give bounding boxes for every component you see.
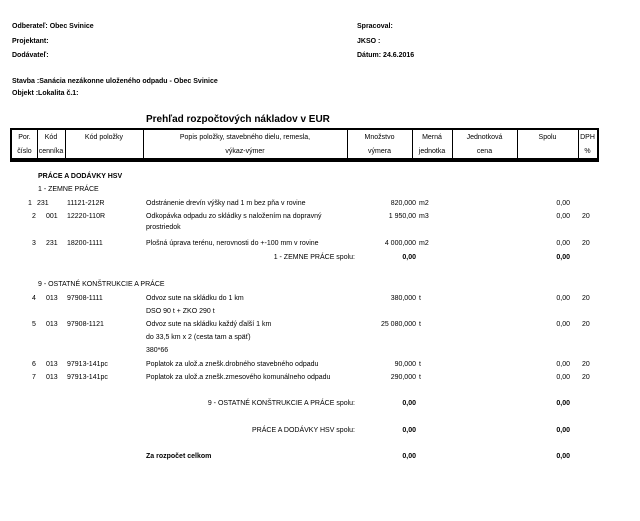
row-dph: 20: [582, 240, 590, 247]
col-dph: DPH %: [580, 134, 595, 155]
grand-total-spolu: 0,00: [556, 453, 570, 460]
row-mnozstvo: 25 080,000: [380, 321, 416, 328]
row-por: 7: [32, 374, 36, 381]
row-popis: Odvoz sute na skládku každý ďalší 1 km: [146, 321, 272, 328]
section-ostatne: 9 - OSTATNÉ KONŠTRUKCIE A PRÁCE: [38, 281, 165, 288]
col-jednotkova-cena: Jednotková cena: [466, 134, 503, 155]
row-kod-polozky: 11121-212R: [67, 200, 105, 207]
row-popis: Odstránenie drevín výšky nad 1 m bez pňa v rovine: [146, 200, 306, 207]
row-kod-polozky: 97913-141pc: [67, 374, 108, 381]
row-kod-polozky: 97913-141pc: [67, 361, 108, 368]
row-kod-polozky: 97908-1111: [67, 295, 103, 302]
row-por: 4: [32, 295, 36, 302]
row-dph: 20: [582, 213, 590, 220]
col-spolu: Spolu: [538, 134, 557, 141]
grand-total-mnozstvo: 0,00: [402, 453, 416, 460]
row-kod-cennika: 231: [46, 240, 58, 247]
subtotal-ostatne-spolu: 0,00: [556, 400, 570, 407]
col-kod-cennika: Kód cenníka: [38, 134, 64, 155]
row-dph: 20: [582, 361, 590, 368]
row-dph: 20: [582, 321, 590, 328]
row-spolu: 0,00: [556, 200, 570, 207]
row-por: 2: [32, 213, 36, 220]
row-spolu: 0,00: [556, 213, 570, 220]
row-kod-cennika: 013: [46, 321, 58, 328]
row-kod-polozky: 12220-110R: [67, 213, 106, 220]
row-spolu: 0,00: [556, 361, 570, 368]
dodavatel-label: Dodávateľ:: [12, 52, 49, 59]
row-popis-3: 380*66: [146, 347, 169, 354]
row-kod-cennika: 013: [46, 374, 58, 381]
row-kod-cennika: 013: [46, 295, 58, 302]
subtotal-ostatne-mnozstvo: 0,00: [402, 400, 416, 407]
row-mnozstvo: 4 000,000: [384, 240, 416, 247]
subtotal-hsv-mnozstvo: 0,00: [402, 427, 416, 434]
row-popis: Odvoz sute na skládku do 1 km: [146, 295, 244, 302]
row-mnozstvo: 820,000: [390, 200, 416, 207]
odberatel-label: Odberateľ: Obec Svinice: [12, 23, 94, 30]
subtotal-zemne-mnozstvo: 0,00: [402, 254, 416, 261]
row-kod-polozky: 97908-1121: [67, 321, 104, 328]
jkso-label: JKSO :: [357, 38, 381, 45]
row-popis-2: do 33,5 km x 2 (cesta tam a späť): [146, 334, 251, 341]
subtotal-zemne-label: 1 - ZEMNE PRÁCE spolu:: [273, 254, 355, 261]
row-spolu: 0,00: [556, 240, 570, 247]
col-kod-polozky: Kód položky: [84, 134, 124, 141]
row-mnozstvo: 90,000: [394, 361, 416, 368]
col-merna-jednotka: Merná jednotka: [418, 134, 446, 155]
row-kod-cennika: 231: [37, 200, 49, 207]
row-popis-2: prostriedok: [146, 224, 181, 231]
row-dph: 20: [582, 295, 590, 302]
row-popis-2: DSO 90 t + ZKO 290 t: [146, 308, 215, 315]
row-mj: m2: [419, 240, 429, 247]
grand-total-label: Za rozpočet celkom: [146, 453, 212, 460]
objekt-label: Objekt :Lokalita č.1:: [12, 90, 79, 97]
page-title: Prehľad rozpočtových nákladov v EUR: [146, 114, 330, 125]
table-header: [10, 128, 599, 162]
col-mnozstvo: Množstvo výmera: [364, 134, 395, 155]
row-spolu: 0,00: [556, 295, 570, 302]
row-por: 3: [32, 240, 36, 247]
projektant-label: Projektant:: [12, 38, 49, 45]
subtotal-hsv-spolu: 0,00: [556, 427, 570, 434]
row-mj: t: [419, 374, 421, 381]
row-kod-cennika: 001: [46, 213, 58, 220]
section-hsv: PRÁCE A DODÁVKY HSV: [38, 173, 123, 180]
row-spolu: 0,00: [556, 374, 570, 381]
row-popis: Poplatok za ulož.a znešk.drobného stavebného odpadu: [146, 361, 319, 368]
datum-label: Dátum: 24.6.2016: [357, 52, 415, 59]
spracoval-label: Spracoval:: [357, 23, 393, 30]
row-mj: m3: [419, 213, 429, 220]
row-kod-cennika: 013: [46, 361, 58, 368]
row-mj: m2: [419, 200, 429, 207]
row-mnozstvo: 290,000: [390, 374, 416, 381]
row-mj: t: [419, 321, 421, 328]
section-zemne: 1 - ZEMNE PRÁCE: [38, 186, 99, 193]
row-popis: Poplatok za ulož.a znešk.zmesového komunálneho odpadu: [146, 374, 331, 381]
row-por: 6: [32, 361, 36, 368]
subtotal-ostatne-label: 9 - OSTATNÉ KONŠTRUKCIE A PRÁCE spolu:: [207, 400, 355, 407]
subtotal-zemne-spolu: 0,00: [556, 254, 570, 261]
subtotal-hsv-label: PRÁCE A DODÁVKY HSV spolu:: [252, 427, 355, 434]
row-por: 1: [28, 200, 32, 207]
row-mj: t: [419, 295, 421, 302]
col-por: Por. číslo: [17, 134, 32, 155]
row-mnozstvo: 380,000: [390, 295, 416, 302]
row-popis: Plošná úprava terénu, nerovnosti do +-100 mm v rovine: [146, 240, 319, 247]
row-kod-polozky: 18200-1111: [67, 240, 103, 247]
row-mnozstvo: 1 950,00: [388, 213, 416, 220]
stavba-label: Stavba :Sanácia nezákonne uloženého odpadu - Obec Svinice: [12, 78, 218, 85]
row-dph: 20: [582, 374, 590, 381]
row-spolu: 0,00: [556, 321, 570, 328]
row-popis: Odkopávka odpadu zo skládky s naložením na dopravný: [146, 213, 322, 220]
col-popis: Popis položky, stavebného dielu, remesla, výkaz-výmer: [179, 134, 311, 155]
row-mj: t: [419, 361, 421, 368]
row-por: 5: [32, 321, 36, 328]
